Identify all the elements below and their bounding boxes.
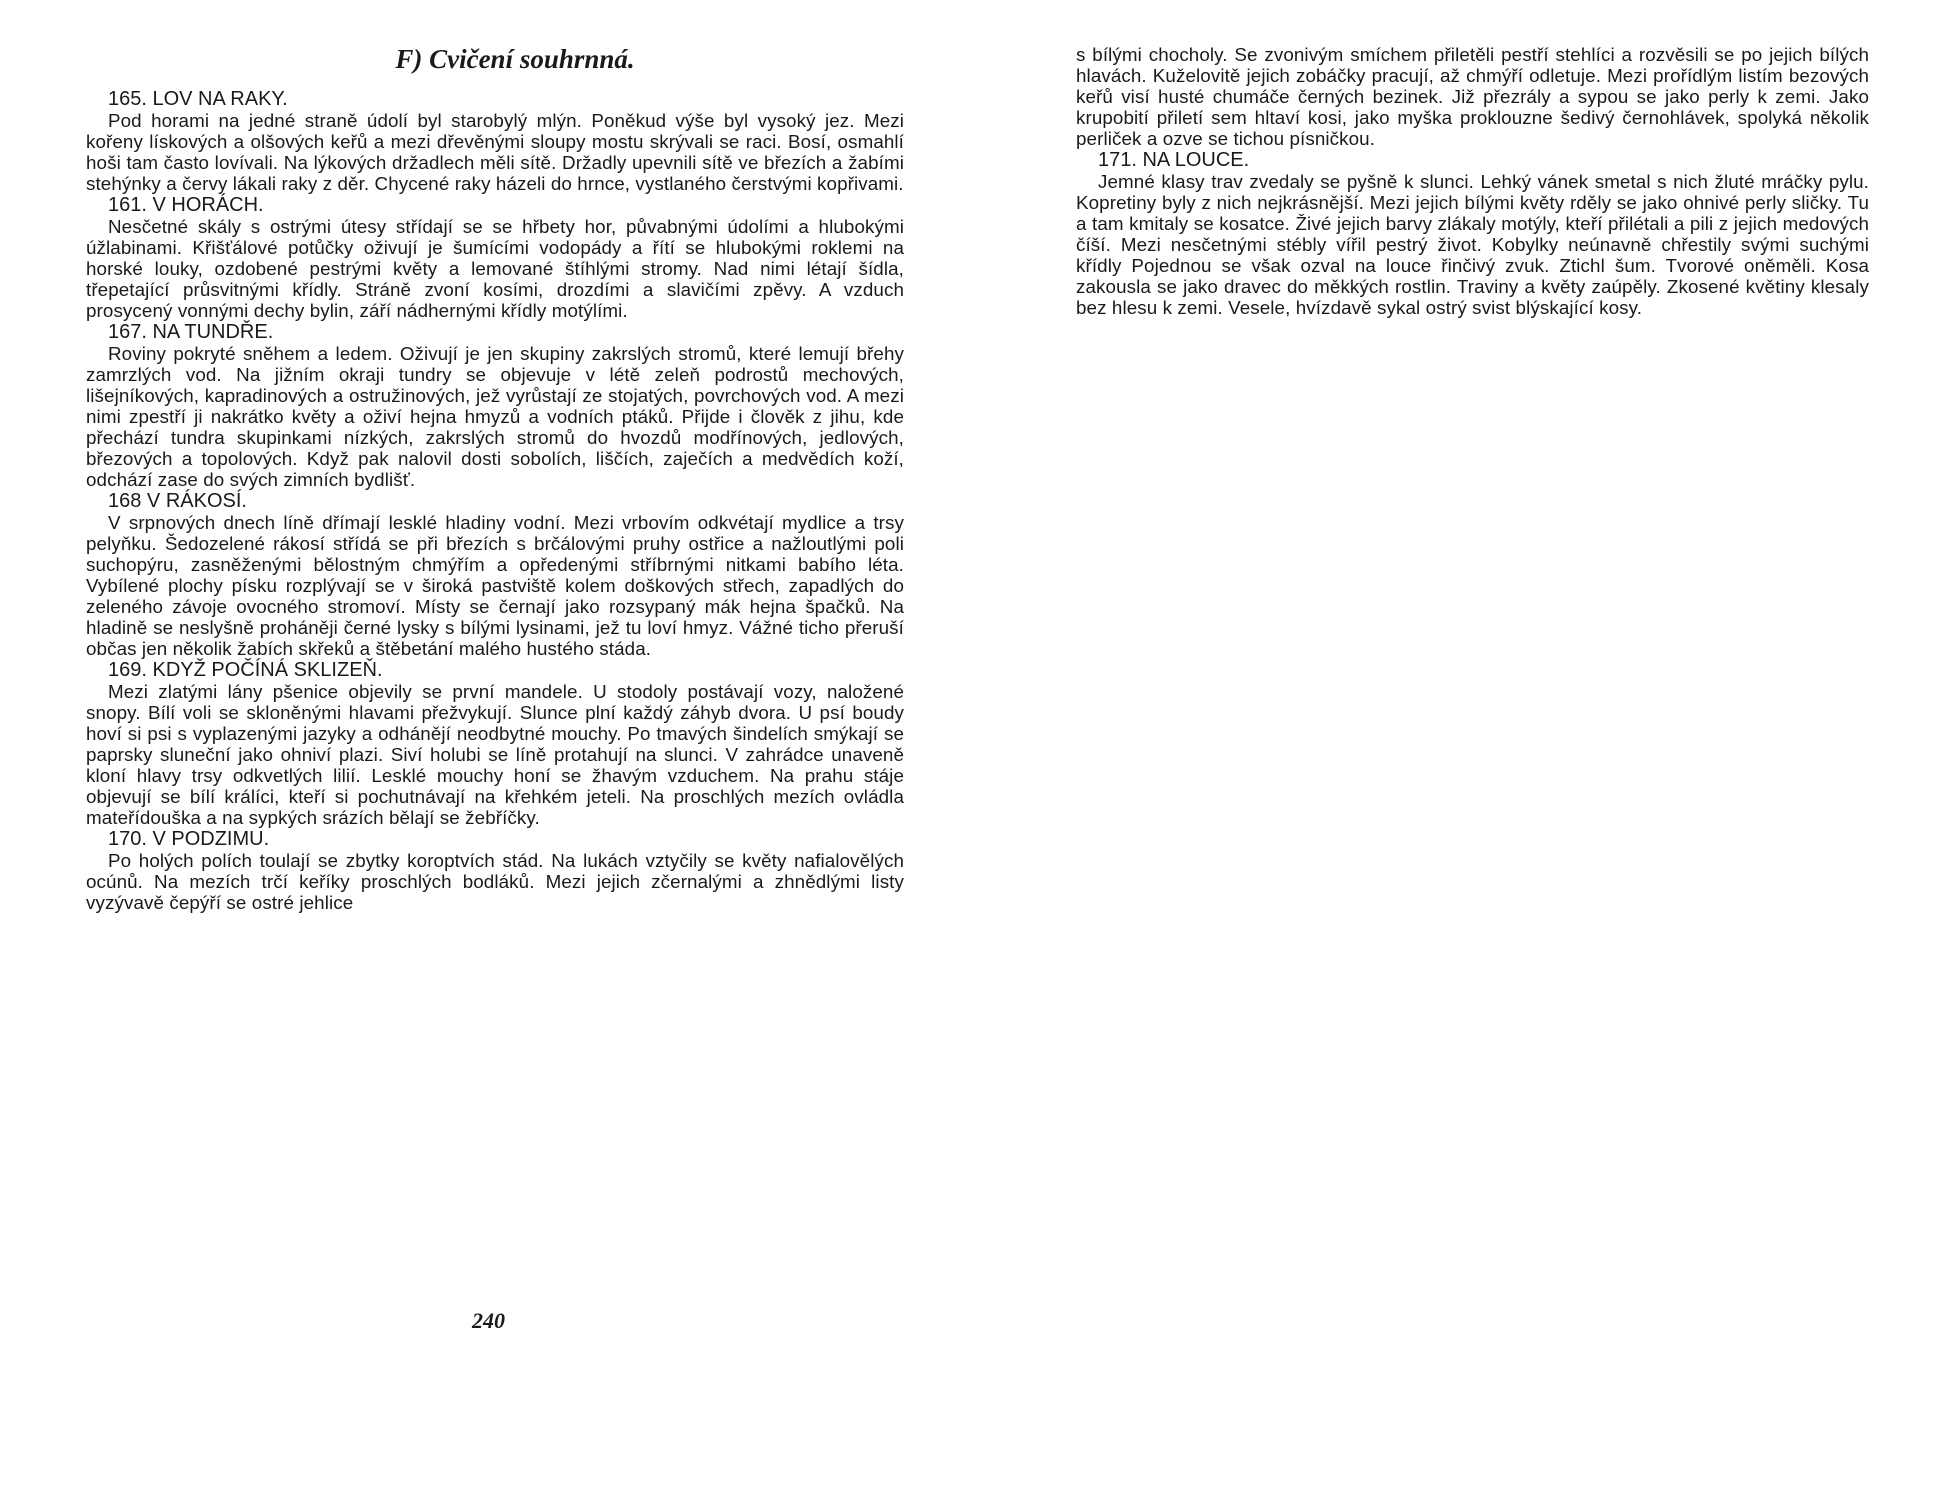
exercise-170-continued — [1076, 44, 1869, 149]
exercise-title: 161. V HORÁCH. — [108, 194, 264, 216]
exercise-165 — [86, 89, 904, 194]
exercise-171 — [1076, 150, 1869, 318]
exercise-161 — [86, 195, 904, 321]
exercise-title: 167. NA TUNDŘE. — [108, 321, 274, 343]
right-page — [1076, 44, 1869, 319]
exercise-text: Nesčetné skály s ostrými útesy střídají se se hřbety hor, půvabnými údolími a hlubokými úžlabinami. Křišťálové potůčky oživují je šumícími vodopády a řítí se hlubokými roklemi na horské louky, ozdobené pestrými květy a lemované štíhlými stromy. Nad nimi létají šídla, třepetající průsvitnými křídly. Stráně zvoní kosími, drozdími a slavičími zpěvy. A vzduch prosycený vonnými dechy bylin, září nádhernými křídly motýlími. — [86, 216, 904, 321]
exercise-text: V srpnových dnech líně dřímají lesklé hladiny vodní. Mezi vrbovím odkvétají mydlice a trsy pelyňku. Šedozelené rákosí střídá se při březích s brčálovými pruhy ostřice a nažloutlými poli suchopýru, zasněženými bělostným chmýřím a opředenými stříbrnými nitkami babího léta. Vybílené plochy písku rozplývají se v široká pastviště kolem doškových střech, zapadlých do zeleného závoje ovocného stromoví. Místy se černají jako rozsypaný mák hejna špačků. Na hladině se neslyšně proháněji černé lysky s bílými lysinami, jež tu loví hmyz. Vážné ticho přeruší občas jen několik žabích skřeků a štěbetání malého hustého stáda. — [86, 512, 904, 659]
exercise-text: s bílými chocholy. Se zvonivým smíchem přiletěli pestří stehlíci a rozvěsili se po jejich bílých hlavách. Kuželovitě jejich zobáčky pracují, až chmýří odletuje. Mezi prořídlým listím bezových keřů visí husté chumáče černých bezinek. Již přezrály a sypou se jako perly k zemi. Jako krupobití přiletí sem hltaví kosi, jako myška proklouzne šedivý černohlávek, spolyká několik perliček a ozve se tichou písničkou. — [1076, 44, 1869, 149]
exercise-title: 169. KDYŽ POČÍNÁ SKLIZEŇ. — [108, 659, 383, 681]
exercise-167 — [86, 322, 904, 490]
exercise-title: 165. LOV NA RAKY. — [108, 88, 288, 110]
exercise-170 — [86, 829, 904, 913]
left-page — [86, 44, 904, 914]
exercise-169 — [86, 660, 904, 828]
exercise-title: 168 V RÁKOSÍ. — [108, 490, 247, 512]
exercise-text: Roviny pokryté sněhem a ledem. Oživují je jen skupiny zakrslých stromů, které lemují břehy zamrzlých vod. Na jižním okraji tundry se objevuje v létě zeleň podrostů mechových, lišejníkových, kapradinových a ostružinových, jež vyrůstají ze stojatých, povrchových vod. A mezi nimi zpestří ji nakrátko květy a oživí hejna hmyzů a vodních ptáků. Přijde i člověk z jihu, kde přechází tundra skupinkami nízkých, zakrslých stromů do hvozdů modřínových, jedlových, březových a topolových. Když pak nalovil dosti sobolích, liščích, zaječích a medvědích koží, odchází zase do svých zimních bydlišť. — [86, 343, 904, 490]
exercise-title: 171. NA LOUCE. — [1098, 149, 1250, 171]
exercise-text: Jemné klasy trav zvedaly se pyšně k slunci. Lehký vánek smetal s nich žluté mráčky pylu. Kopretiny byly z nich nejkrásnější. Mezi jejich bílými květy rděly se jako ohnivé perly sličky. Tu a tam kmitaly se kosatce. Živé jejich barvy zlákaly motýly, kteří přilétali a pili z jejich medových číší. Mezi nesčetnými stébly vířil pestrý život. Kobylky neúnavně chřestily svými suchými křídly Pojednou se však ozval na louce řinčivý zvuk. Ztichl šum. Tvorové oněměli. Kosa zakousla se jako dravec do měkkých rostlin. Traviny a květy zaúpěly. Zkosené květiny klesaly bez hlesu k zemi. Vesele, hvízdavě sykal ostrý svist blýskající kosy. — [1076, 171, 1869, 318]
exercise-text: Po holých polích toulají se zbytky koroptvích stád. Na lukách vztyčily se květy nafialovělých ocúnů. Na mezích trčí keříky proschlých bodláků. Mezi jejich zčernalými a zhnědlými listy vyzývavě čepýří se ostré jehlice — [86, 850, 904, 913]
exercise-title: 170. V PODZIMU. — [108, 828, 270, 850]
page-number: 240 — [472, 1308, 505, 1333]
exercise-168 — [86, 491, 904, 659]
exercise-text: Pod horami na jedné straně údolí byl starobylý mlýn. Poněkud výše byl vysoký jez. Mezi kořeny lískových a olšových keřů a mezi dřevěnými sloupy mostu skrývali se raci. Bosí, osmahlí hoši tam často lovívali. Na lýkových držadlech měli sítě. Držadly upevnili sítě ve březích a žabími stehýnky a červy lákali raky z děr. Chycené raky házeli do hrnce, vystlaného čerstvými kopřivami. — [86, 110, 904, 194]
section-heading: F) Cvičení souhrnná. — [395, 44, 635, 74]
exercise-text: Mezi zlatými lány pšenice objevily se první mandele. U stodoly postávají vozy, naložené snopy. Bílí voli se skloněnými hlavami přežvykují. Slunce plní každý záhyb dvora. U psí boudy hoví si psi s vyplazenými jazyky a odhánějí neodbytné mouchy. Po tmavých šindelích smýkají se paprsky sluneční jako ohniví plazi. Siví holubi se líně protahují na slunci. V zahrádce unaveně kloní hlavy trsy odkvetlých lilií. Lesklé mouchy honí se žhavým vzduchem. Na prahu stáje objevují se bílí králíci, kteří si pochutnávají na křehkém jeteli. Na proschlých mezích ovládla mateřídouška a na sypkých srázích bělají se žebříčky. — [86, 681, 904, 828]
